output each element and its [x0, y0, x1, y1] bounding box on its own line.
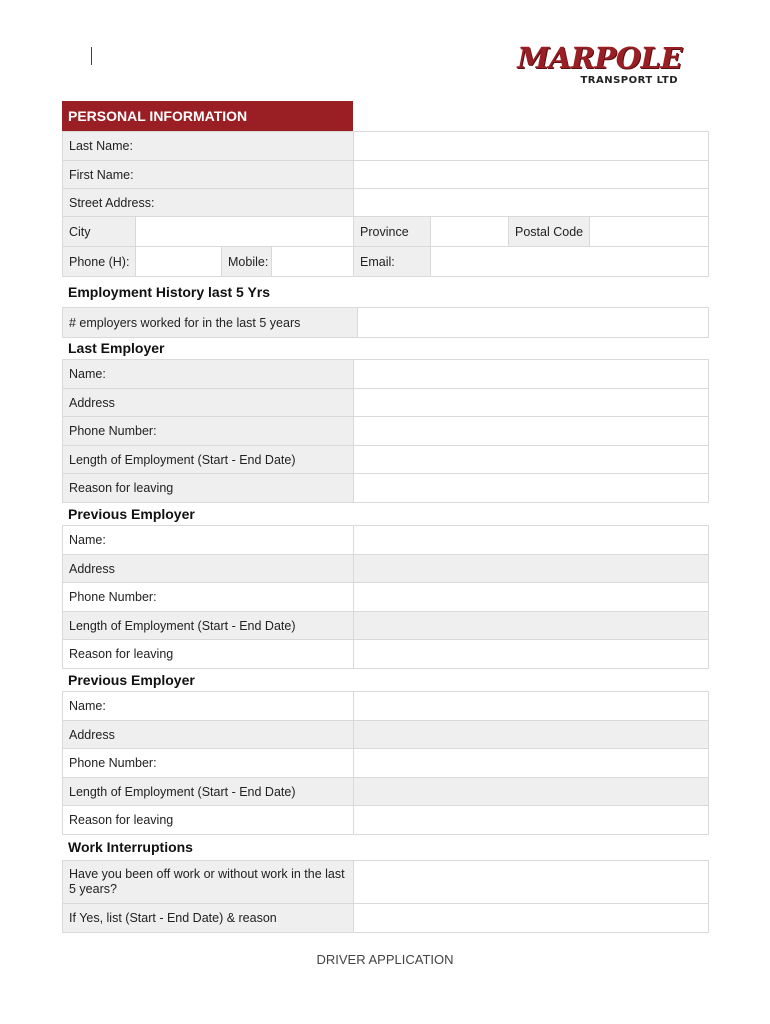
last-employer-table	[62, 359, 709, 503]
leaving-reason-label: Reason for leaving	[63, 474, 354, 503]
employer-address-field[interactable]	[354, 555, 709, 583]
city-field[interactable]	[136, 217, 354, 247]
employer-name-field[interactable]	[354, 526, 709, 555]
employer-name-field[interactable]	[354, 692, 709, 721]
postal-code-label: Postal Code	[509, 217, 590, 247]
employer-phone-field[interactable]	[354, 417, 709, 446]
employer-count-table	[62, 307, 709, 338]
off-work-answer-field[interactable]	[354, 861, 709, 904]
leaving-reason-field[interactable]	[354, 640, 709, 669]
first-name-label: First Name:	[63, 161, 354, 189]
employer-name-label: Name:	[63, 360, 354, 389]
leaving-reason-label: Reason for leaving	[63, 806, 354, 835]
province-field[interactable]	[431, 217, 509, 247]
email-field[interactable]	[431, 247, 709, 277]
employer-phone-field[interactable]	[354, 583, 709, 612]
employer-phone-field[interactable]	[354, 749, 709, 778]
work-interruptions-table	[62, 860, 709, 933]
employer-address-field[interactable]	[354, 389, 709, 417]
personal-info-heading: PERSONAL INFORMATION	[62, 101, 353, 131]
employer-address-label: Address	[63, 389, 354, 417]
employer-address-label: Address	[63, 721, 354, 749]
last-name-field[interactable]	[354, 132, 709, 161]
personal-info-table	[62, 131, 709, 217]
employer-address-label: Address	[63, 555, 354, 583]
street-address-label: Street Address:	[63, 189, 354, 217]
work-interruptions-heading: Work Interruptions	[68, 839, 193, 855]
mobile-field[interactable]	[272, 247, 354, 277]
previous-employer-heading: Previous Employer	[68, 506, 195, 522]
last-name-label: Last Name:	[63, 132, 354, 161]
province-label: Province	[354, 217, 431, 247]
email-label: Email:	[354, 247, 431, 277]
employer-phone-label: Phone Number:	[63, 417, 354, 446]
employer-count-label: # employers worked for in the last 5 years	[63, 308, 358, 338]
last-employer-heading: Last Employer	[68, 340, 165, 356]
city-label: City	[63, 217, 136, 247]
employment-length-field[interactable]	[354, 446, 709, 474]
page-footer: DRIVER APPLICATION	[316, 952, 454, 967]
text-cursor	[91, 47, 92, 65]
phone-home-label: Phone (H):	[63, 247, 136, 277]
first-name-field[interactable]	[354, 161, 709, 189]
employer-phone-label: Phone Number:	[63, 583, 354, 612]
contact-table	[62, 216, 709, 277]
employment-length-field[interactable]	[354, 612, 709, 640]
logo-wordmark: MARPOLE	[517, 41, 682, 75]
employer-address-field[interactable]	[354, 721, 709, 749]
employer-name-label: Name:	[63, 692, 354, 721]
employer-name-field[interactable]	[354, 360, 709, 389]
leaving-reason-field[interactable]	[354, 474, 709, 503]
mobile-label: Mobile:	[222, 247, 272, 277]
interruption-details-label: If Yes, list (Start - End Date) & reason	[63, 904, 354, 933]
off-work-question-label: Have you been off work or without work in the last 5 years?	[63, 861, 354, 904]
previous-employer-table	[62, 525, 709, 669]
phone-home-field[interactable]	[136, 247, 222, 277]
employment-length-label: Length of Employment (Start - End Date)	[63, 446, 354, 474]
employment-length-field[interactable]	[354, 778, 709, 806]
street-address-field[interactable]	[354, 189, 709, 217]
employer-phone-label: Phone Number:	[63, 749, 354, 778]
employer-count-field[interactable]	[358, 308, 709, 338]
previous-employer-table	[62, 691, 709, 835]
leaving-reason-field[interactable]	[354, 806, 709, 835]
leaving-reason-label: Reason for leaving	[63, 640, 354, 669]
company-logo	[517, 41, 682, 90]
employment-history-heading: Employment History last 5 Yrs	[68, 284, 271, 300]
postal-code-field[interactable]	[590, 217, 709, 247]
logo-subtitle: TRANSPORT LTD	[580, 75, 678, 86]
previous-employer-heading: Previous Employer	[68, 672, 195, 688]
interruption-details-field[interactable]	[354, 904, 709, 933]
employment-length-label: Length of Employment (Start - End Date)	[63, 778, 354, 806]
employer-name-label: Name:	[63, 526, 354, 555]
employment-length-label: Length of Employment (Start - End Date)	[63, 612, 354, 640]
